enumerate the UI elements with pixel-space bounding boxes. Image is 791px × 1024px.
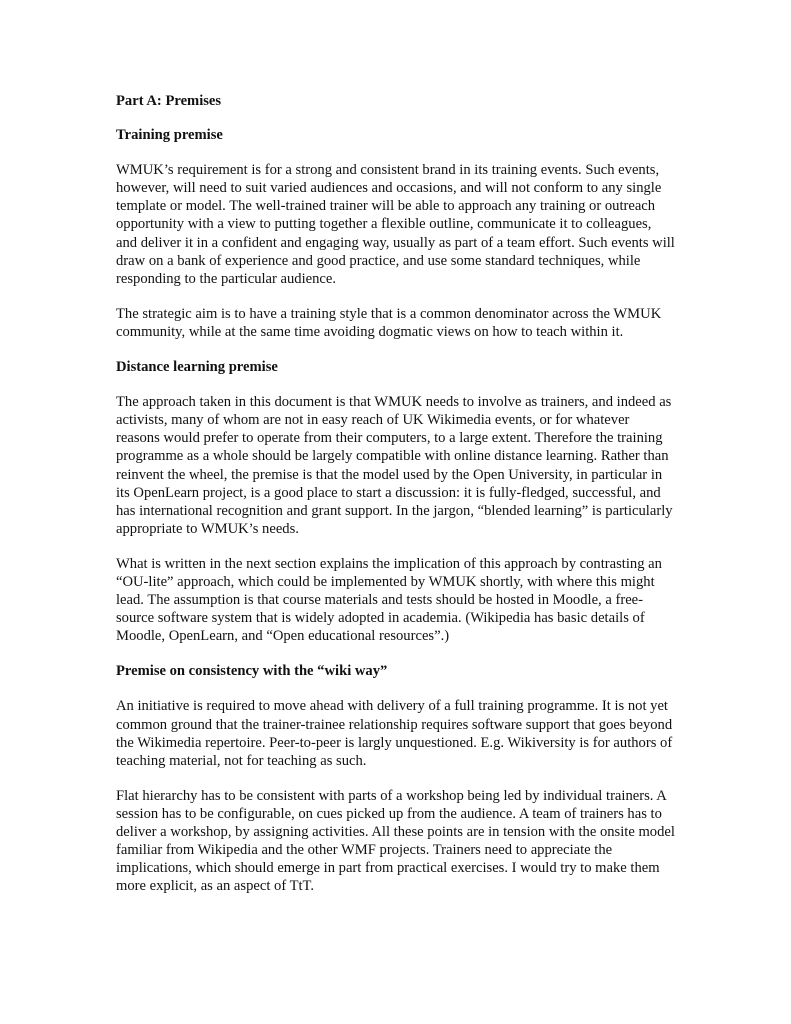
paragraph: Flat hierarchy has to be consistent with parts of a workshop being led by individual trainers. A session has to be configurable, on cues picked up from the audience. A team of trainers has to deliver a workshop, by assigning activities. All these points are in tension with the onsite model familiar from Wikipedia and the other WMF projects. Trainers need to appreciate the implications, which should emerge in part from practical exercises. I would try to make them more explicit, as an aspect of TtT. bbox=[116, 787, 675, 895]
paragraph: The approach taken in this document is that WMUK needs to involve as trainers, and indeed as activists, many of whom are not in easy reach of UK Wikimedia events, or for whatever reasons would prefer to operate from their computers, to a large extent. Therefore the training programme as a whole should be largely compatible with online distance learning. Rather than reinvent the wheel, the premise is that the model used by the Open University, in particular in its OpenLearn project, is a good place to start a discussion: it is fully-fledged, successful, and has international recognition and grant support. In the jargon, “blended learning” is particularly appropriate to WMUK’s needs. bbox=[116, 394, 673, 537]
paragraph: What is written in the next section explains the implication of this approach by contrasting an “OU-lite” approach, which could be implemented by WMUK shortly, with where this might lead. The assumption is that course materials and tests should be hosted in Moodle, a free-source software system that is widely adopted in academia. (Wikipedia has basic details of Moodle, OpenLearn, and “Open educational resources”.) bbox=[116, 555, 662, 645]
paragraph: An initiative is required to move ahead with delivery of a full training programme. It is not yet common ground that the trainer-trainee relationship requires software support that goes beyond the Wikimedia repertoire. Peer-to-peer is largly unquestioned. E.g. Wikiversity is for authors of teaching material, not for teaching as such. bbox=[116, 698, 673, 769]
section-heading: Premise on consistency with the “wiki way” bbox=[116, 663, 388, 680]
document-page bbox=[116, 92, 676, 895]
part-title: Part A: Premises bbox=[116, 93, 222, 109]
section-training-premise bbox=[116, 126, 676, 341]
section-heading: Training premise bbox=[116, 127, 223, 144]
paragraph: The strategic aim is to have a training style that is a common denominator across the WMUK community, while at the same time avoiding dogmatic views on how to teach within it. bbox=[116, 305, 662, 340]
paragraph: WMUK’s requirement is for a strong and consistent brand in its training events. Such events, however, will need to suit varied audiences and occasions, and will not conform to any single template or model. The well-trained trainer will be able to approach any training or outreach opportunity with a view to putting together a flexible outline, communicate it to colleagues, and deliver it in a confident and engaging way, usually as part of a team effort. Such events will draw on a bank of experience and good practice, and use some standard techniques, while responding to the particular audience. bbox=[116, 162, 675, 287]
section-heading: Distance learning premise bbox=[116, 359, 278, 376]
section-wiki-way-premise bbox=[116, 662, 676, 895]
section-distance-learning-premise bbox=[116, 358, 676, 645]
